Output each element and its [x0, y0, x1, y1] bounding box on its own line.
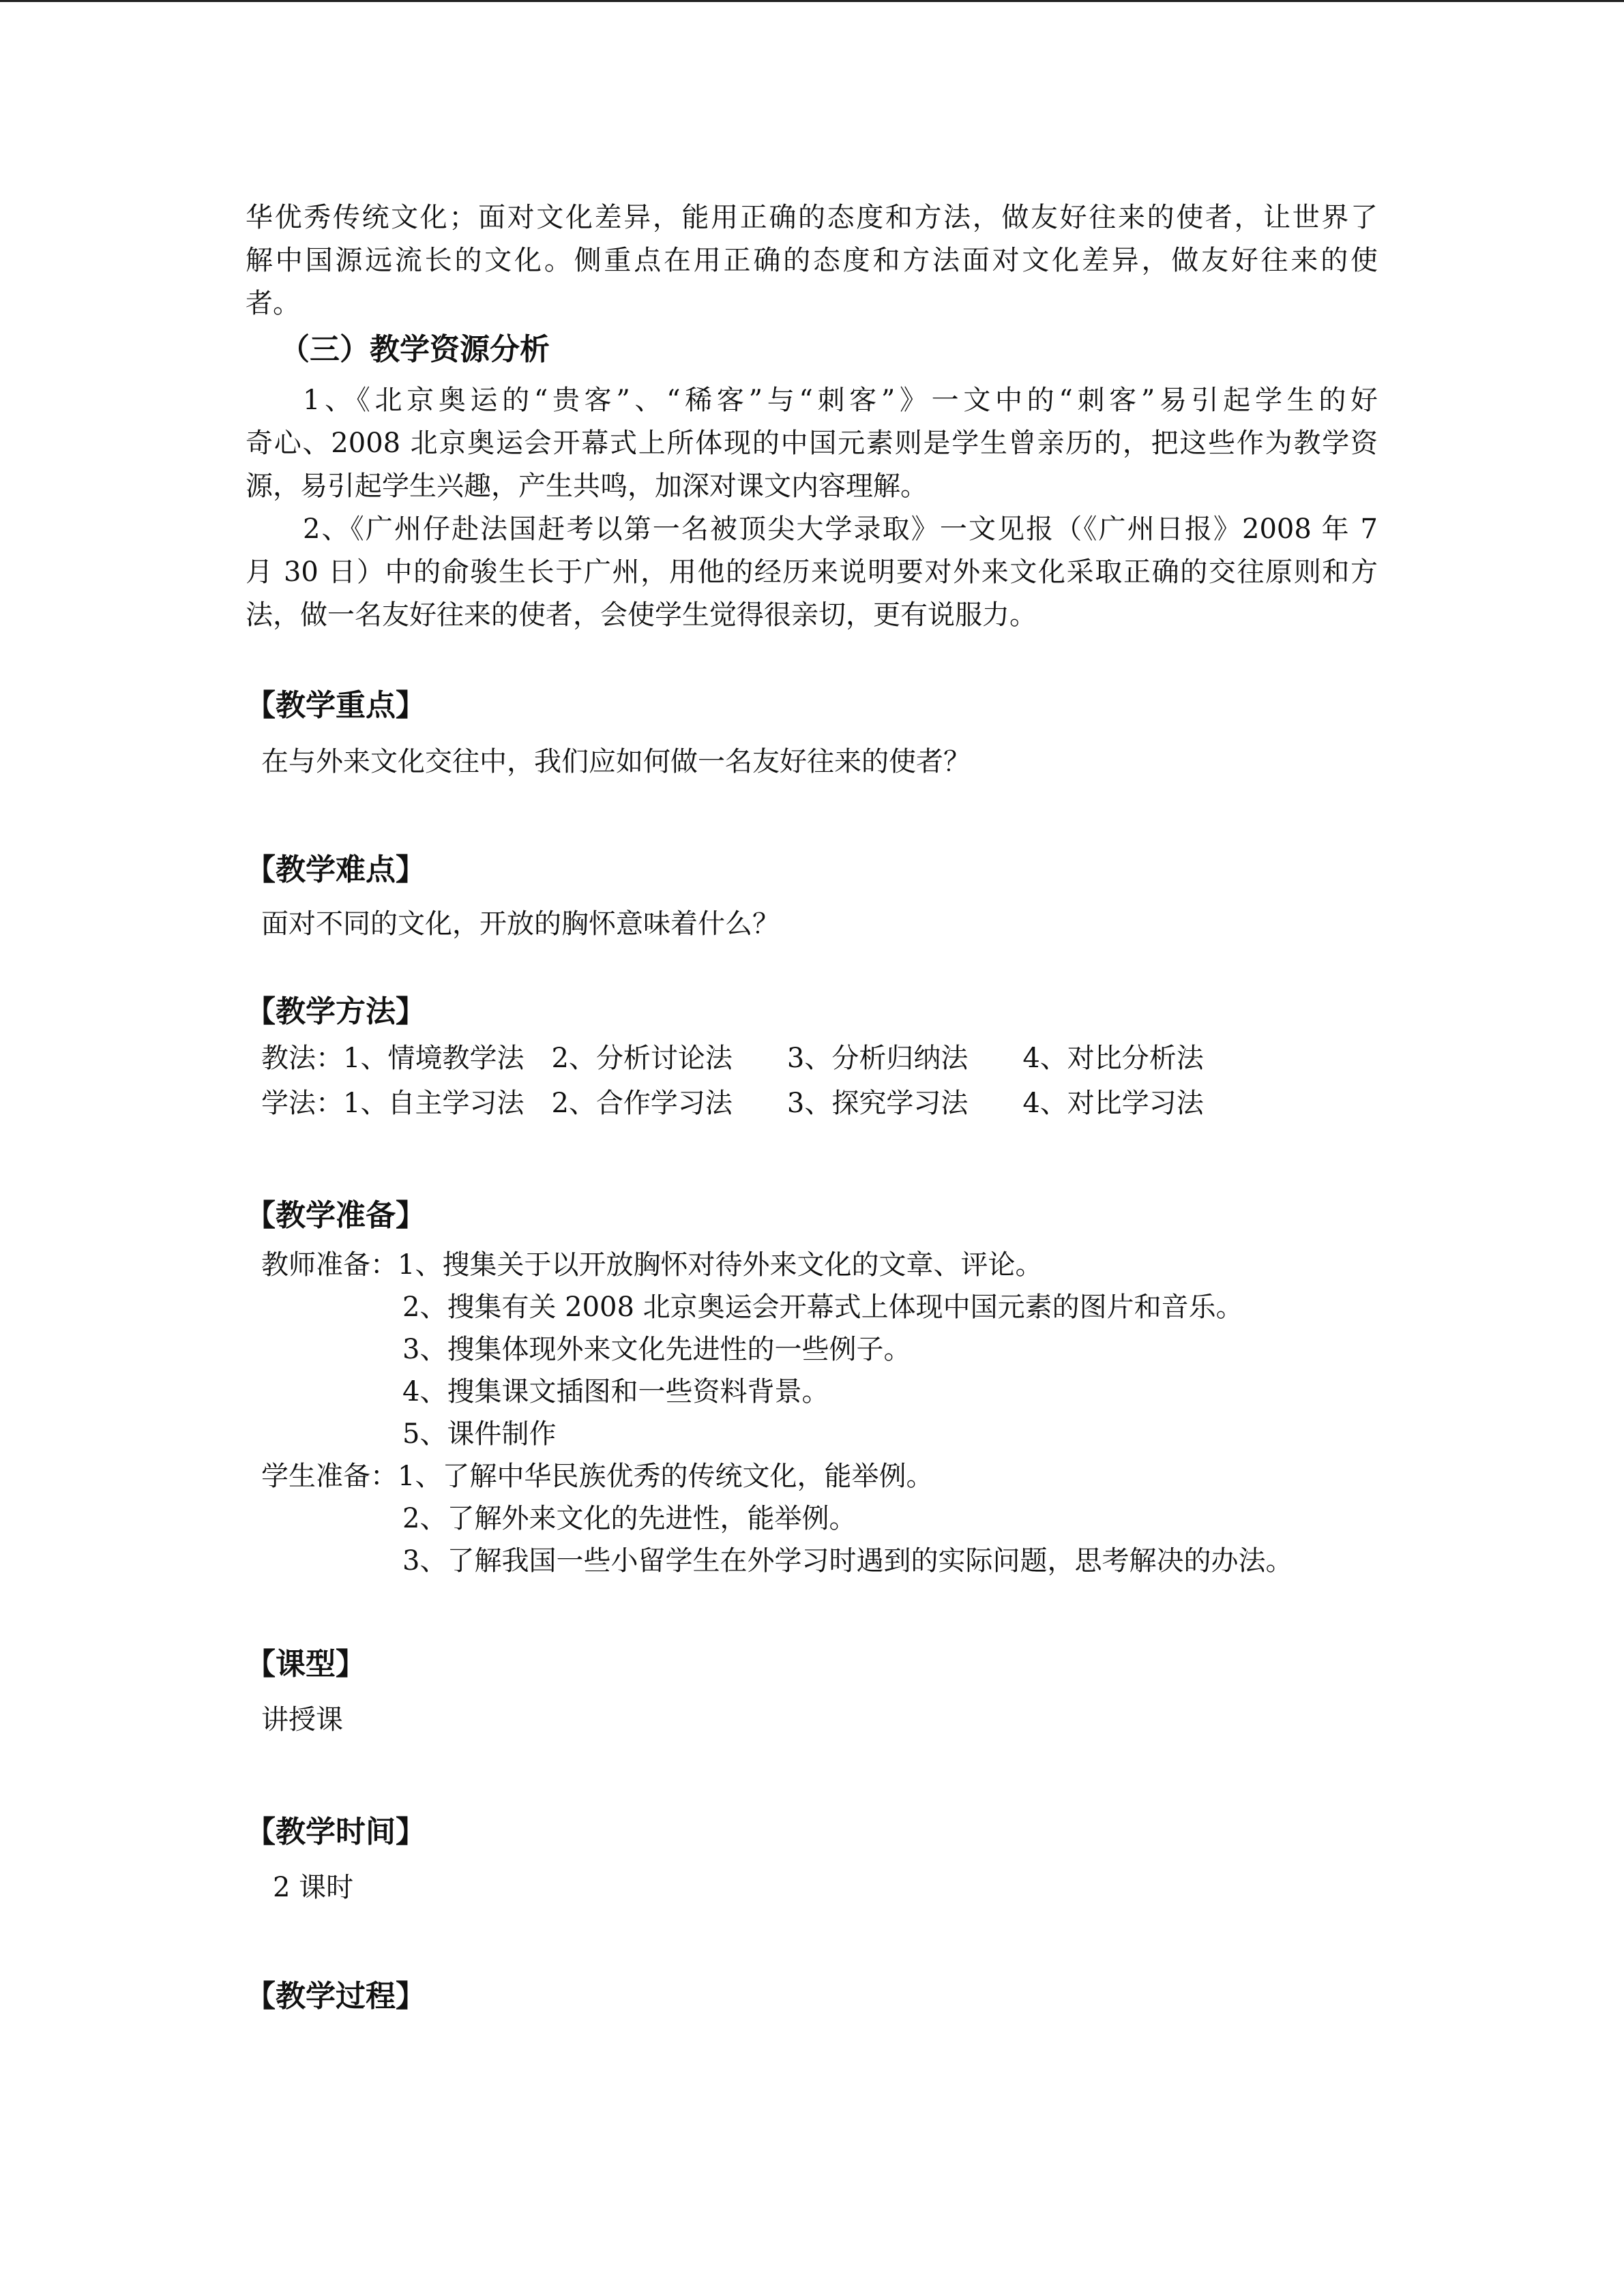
time-heading: 【教学时间】	[246, 1815, 426, 1849]
difficulty-text: 面对不同的文化，开放的胸怀意味着什么？	[261, 908, 780, 940]
intro-line-1: 华优秀传统文化；面对文化差异，能用正确的态度和方法，做友好往来的使者，让世界了	[246, 202, 1378, 233]
process-heading: 【教学过程】	[246, 1979, 426, 2014]
intro-line-2: 解中国源远流长的文化。侧重点在用正确的态度和方法面对文化差异，做友好往来的使	[246, 245, 1378, 276]
key-point-text: 在与外来文化交往中，我们应如何做一名友好往来的使者？	[261, 746, 971, 777]
resources-heading: （三）教学资源分析	[280, 332, 550, 367]
resources-p2-line-3: 法，做一名友好往来的使者，会使学生觉得很亲切，更有说服力。	[246, 599, 1037, 631]
resources-p2-line-1: 2、《广州仔赴法国赶考以第一名被顶尖大学录取》一文见报（《广州日报》2008 年 7	[303, 513, 1378, 545]
resources-p1-line-2: 奇心、2008 北京奥运会开幕式上所体现的中国元素则是学生曾亲历的，把这些作为教学资	[246, 428, 1378, 459]
intro-line-3: 者。	[246, 288, 300, 319]
teacher-prep-item: 3、搜集体现外来文化先进性的一些例子。	[402, 1334, 911, 1365]
resources-p1-line-1: 1、《北京奥运的“贵客”、“稀客”与“刺客”》一文中的“刺客”易引起学生的好	[303, 385, 1378, 416]
teacher-prep-item: 5、课件制作	[402, 1418, 557, 1450]
teacher-prep-item: 2、搜集有关 2008 北京奥运会开幕式上体现中国元素的图片和音乐。	[402, 1292, 1243, 1323]
teacher-prep-item: 4、搜集课文插图和一些资料背景。	[402, 1376, 829, 1407]
student-prep-item: 3、了解我国一些小留学生在外学习时遇到的实际问题，思考解决的办法。	[402, 1545, 1293, 1577]
methods-teaching: 教法：1、情境教学法 2、分析讨论法 3、分析归纳法 4、对比分析法	[261, 1043, 1204, 1074]
time-text: 2 课时	[273, 1872, 354, 1903]
lesson-type-text: 讲授课	[261, 1704, 343, 1735]
teacher-prep-item: 教师准备：1、搜集关于以开放胸怀对待外来文化的文章、评论。	[261, 1249, 1043, 1281]
student-prep-item: 学生准备：1、了解中华民族优秀的传统文化，能举例。	[261, 1461, 934, 1492]
lesson-type-heading: 【课型】	[246, 1647, 366, 1682]
difficulty-heading: 【教学难点】	[246, 852, 426, 887]
key-point-heading: 【教学重点】	[246, 688, 426, 723]
methods-heading: 【教学方法】	[246, 994, 426, 1029]
student-prep-item: 2、了解外来文化的先进性，能举例。	[402, 1503, 857, 1534]
preparation-heading: 【教学准备】	[246, 1198, 426, 1233]
resources-p2-line-2: 月 30 日）中的俞骏生长于广州，用他的经历来说明要对外来文化采取正确的交往原则和方	[246, 556, 1378, 588]
resources-p1-line-3: 源，易引起学生兴趣，产生共鸣，加深对课文内容理解。	[246, 471, 928, 502]
page-top-border	[0, 0, 1624, 2]
methods-learning: 学法：1、自主学习法 2、合作学习法 3、探究学习法 4、对比学习法	[261, 1088, 1204, 1119]
